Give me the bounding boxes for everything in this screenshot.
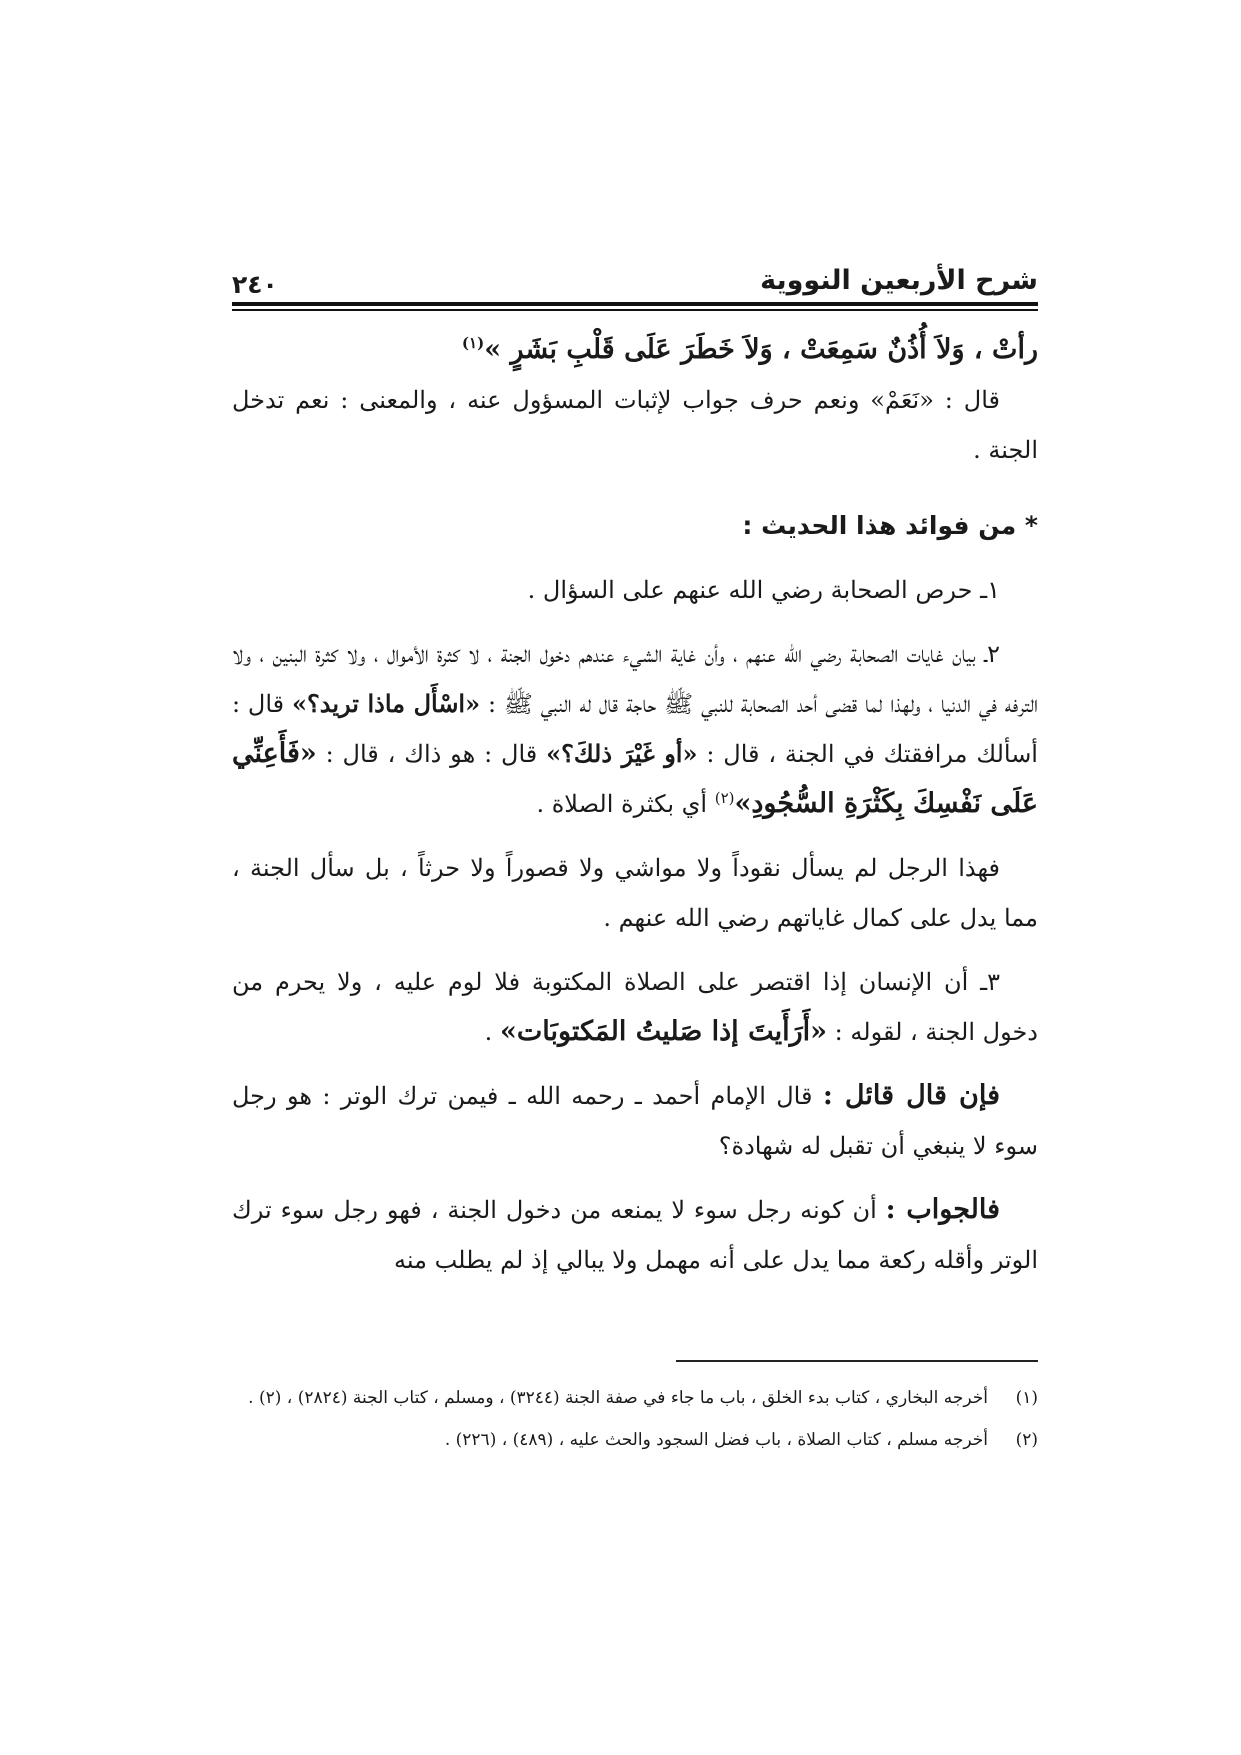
benefit-2: ٢ـ بيان غايات الصحابة رضي الله عنهم ، وأن غاية الشيء عندهم دخول الجنة ، لا كثرة الأموال ، ولا كثرة البنين ، ولا الترفه في الدنيا ، ولهذا لما قضى أحد الصحابة للنبي ﷺ حاجة قال له النبي ﷺ : «اسْأَل ماذا تريد؟» قال : أسألك مرافقتك في الجنة ، قال : «أو غَيْرَ ذلكَ؟» قال : هو ذاك ، قال : «فَأَعِنِّي عَلَى نَفْسِكَ بِكَثْرَةِ السُّجُودِ»$^{(٢)}$ أي بكثرة الصلاة .	[232, 640, 1038, 819]
footnote-1	[232, 1384, 1038, 1412]
quote-ask: «اسْأَل ماذا تريد؟»	[291, 689, 481, 718]
quote-prostration: «فَأَعِنِّي عَلَى نَفْسِكَ بِكَثْرَةِ السُّجُودِ»	[232, 738, 1038, 819]
answer-label: فالجواب :	[885, 1194, 1000, 1225]
footnote-text: أخرجه البخاري ، كتاب بدء الخلق ، باب ما جاء في صفة الجنة (٣٢٤٤) ، ومسلم ، كتاب الجنة (٢٨٢٤) ، (٢) .	[248, 1388, 988, 1408]
footnote-number: (٢)	[1015, 1430, 1038, 1450]
running-title: شرح الأربعين النووية	[760, 265, 1038, 296]
footnote-ref-2: (٢)	[714, 789, 735, 807]
objection-paragraph: فإن قال قائل : قال الإمام أحمد ـ رحمه الله ـ فيمن ترك الوتر : هو رجل سوء لا ينبغي أن تقبل له شهادة؟	[232, 1080, 1038, 1160]
quote-other: «أو غَيْرَ ذلكَ؟»	[546, 739, 698, 768]
footnote-separator	[676, 1360, 1038, 1362]
quote-prayers: «أَرَأَيتَ إذا صَليتُ المَكتوبَات»	[499, 1016, 828, 1047]
page-number: ٢٤٠	[232, 270, 278, 299]
main-text	[232, 325, 1038, 1285]
footnote-text: أخرجه مسلم ، كتاب الصلاة ، باب فضل السجود والحث عليه ، (٤٨٩) ، (٢٢٦) .	[444, 1430, 988, 1450]
hadith-continuation: رأتْ ، وَلاَ أُذُنٌ سَمِعَتْ ، وَلاَ خَطَرَ عَلَى قَلْبِ بَشَرٍ »$^{(١)}$	[461, 334, 1038, 365]
header-rule-thin	[232, 309, 1038, 311]
benefit-3: ٣ـ أن الإنسان إذا اقتصر على الصلاة المكتوبة فلا لوم عليه ، ولا يحرم من دخول الجنة ، لقوله : «أَرَأَيتَ إذا صَليتُ المَكتوبَات» .	[232, 968, 1038, 1047]
footnote-ref-1: (١)	[461, 334, 485, 352]
header-rule-thick	[232, 302, 1038, 306]
benefit-1: ١ـ حرص الصحابة رضي الله عنهم على السؤال .	[527, 576, 1000, 604]
footnote-number: (١)	[1015, 1388, 1038, 1408]
answer-paragraph: فالجواب : أن كونه رجل سوء لا يمنعه من دخول الجنة ، فهو رجل سوء ترك الوتر وأقله ركعة مما يدل على أنه مهمل ولا يبالي إذ لم يطلب منه	[232, 1194, 1038, 1274]
objection-label: فإن قال قائل :	[822, 1080, 1000, 1111]
footnotes	[232, 1384, 1038, 1468]
running-header	[232, 258, 1038, 314]
paragraph-naam: قال : «نَعَمْ» ونعم حرف جواب لإثبات المسؤول عنه ، والمعنى : نعم تدخل الجنة .	[232, 386, 1038, 464]
section-heading: * من فوائد هذا الحديث :	[742, 511, 1038, 540]
paragraph-man: فهذا الرجل لم يسأل نقوداً ولا مواشي ولا قصوراً ولا حرثاً ، بل سأل الجنة ، مما يدل على كمال غاياتهم رضي الله عنهم .	[232, 854, 1038, 932]
footnote-2	[232, 1426, 1038, 1454]
